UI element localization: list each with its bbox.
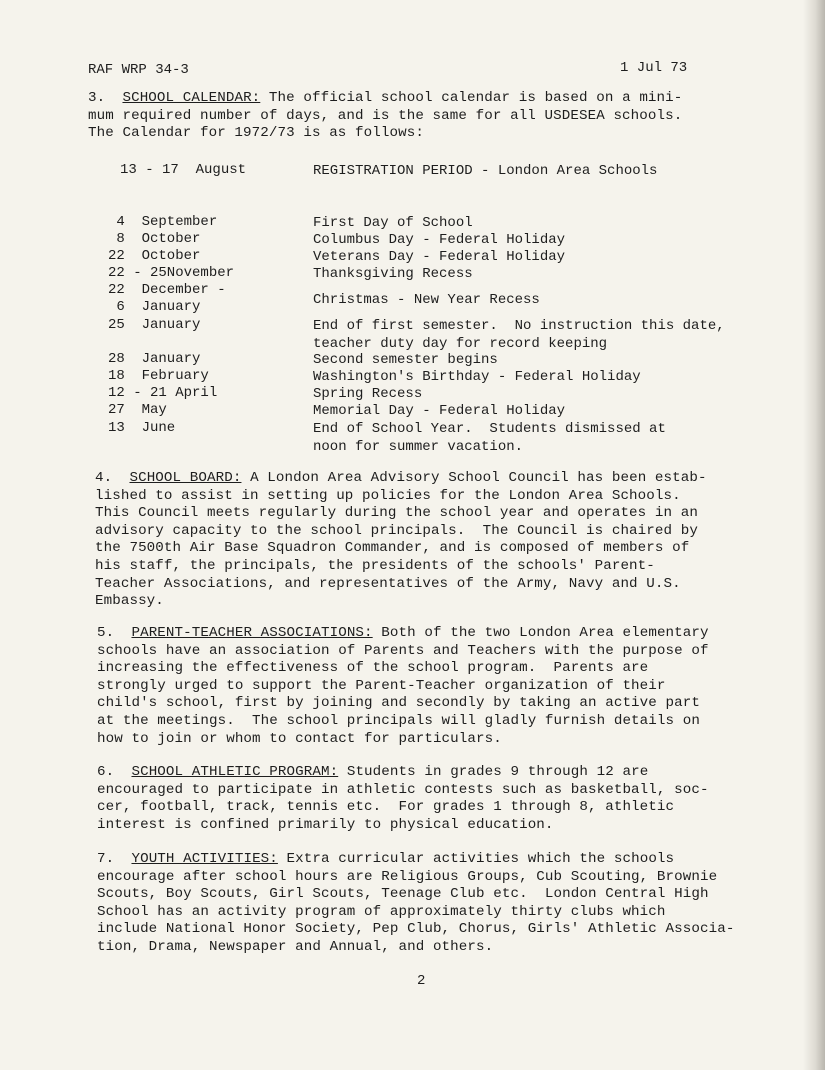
section-line: encourage after school hours are Religious Groups, Cub Scouting, Brownie: [97, 868, 718, 885]
page-edge-shadow: [803, 0, 825, 1070]
section-line: encouraged to participate in athletic contests such as basketball, soc-: [97, 781, 709, 798]
section-3-number: 3.: [88, 90, 106, 106]
calendar-date: 4 September: [108, 214, 218, 230]
section-line: lished to assist in setting up policies for the London Area Schools.: [95, 487, 681, 504]
section-7-text: Extra curricular activities which the schools: [286, 851, 675, 867]
calendar-description: First Day of School: [313, 215, 473, 231]
section-line: increasing the effectiveness of the school program. Parents are: [97, 660, 649, 677]
calendar-description: Spring Recess: [313, 386, 423, 402]
section-line: interest is confined primarily to physical education.: [97, 816, 554, 833]
document-date: 1 Jul 73: [620, 60, 688, 76]
calendar-description: Christmas - New Year Recess: [313, 292, 540, 308]
section-6-title: SCHOOL ATHLETIC PROGRAM:: [131, 764, 339, 780]
section-3: [88, 90, 682, 143]
calendar-description: Thanksgiving Recess: [313, 266, 473, 282]
section-line: advisory capacity to the school principals. The Council is chaired by: [95, 522, 698, 539]
calendar-date: 22 October: [108, 248, 201, 264]
section-line: School has an activity program of approximately thirty clubs which: [97, 903, 666, 920]
calendar-date: 18 February: [108, 368, 209, 384]
section-line: Scouts, Boy Scouts, Girl Scouts, Teenage Club etc. London Central High: [97, 886, 709, 903]
section-6-text: Students in grades 9 through 12 are: [346, 764, 649, 780]
section-4-number: 4.: [95, 470, 113, 486]
section-4-body: [95, 488, 707, 611]
section-6-number: 6.: [97, 764, 115, 780]
section-5: [97, 625, 709, 748]
section-4-text: A London Area Advisory School Council has been estab-: [250, 470, 707, 486]
section-line: his staff, the principals, the presidents of the schools' Parent-: [95, 557, 655, 574]
section-3-line: The Calendar for 1972/73 is as follows:: [88, 125, 424, 142]
calendar-date: 27 May: [108, 402, 167, 418]
calendar-description: Second semester begins: [313, 352, 498, 368]
calendar-description: End of School Year. Students dismissed at: [313, 421, 666, 437]
calendar-date: 6 January: [108, 299, 201, 315]
section-line: how to join or whom to contact for particulars.: [97, 730, 502, 747]
section-6: [97, 764, 709, 834]
section-line: the 7500th Air Base Squadron Commander, and is composed of members of: [95, 540, 690, 557]
calendar-description: Veterans Day - Federal Holiday: [313, 249, 566, 265]
section-3-title: SCHOOL CALENDAR:: [122, 90, 261, 106]
calendar-description: Washington's Birthday - Federal Holiday: [313, 369, 641, 385]
calendar-date: 8 October: [108, 231, 201, 247]
section-7-body: [97, 869, 734, 957]
section-line: Embassy.: [95, 593, 164, 610]
calendar-description: Columbus Day - Federal Holiday: [313, 232, 566, 248]
calendar-date: 22 - 25November: [108, 265, 235, 281]
calendar-description: teacher duty day for record keeping: [313, 336, 608, 352]
section-5-title: PARENT-TEACHER ASSOCIATIONS:: [131, 625, 373, 641]
calendar-date: 13 June: [108, 420, 176, 436]
section-7-title: YOUTH ACTIVITIES:: [131, 851, 278, 867]
calendar-date: 28 January: [108, 351, 201, 367]
section-line: child's school, first by joining and secondly by taking an active part: [97, 695, 700, 712]
section-7-number: 7.: [97, 851, 115, 867]
section-line: This Council meets regularly during the school year and operates in an: [95, 505, 698, 522]
calendar-date: 13 - 17 August: [120, 162, 247, 178]
calendar-description: Memorial Day - Federal Holiday: [313, 403, 566, 419]
section-5-number: 5.: [97, 625, 115, 641]
section-7: [97, 851, 734, 957]
section-5-body: [97, 643, 709, 749]
calendar-description: End of first semester. No instruction this date,: [313, 318, 725, 334]
section-line: strongly urged to support the Parent-Teacher organization of their: [97, 677, 666, 694]
section-line: at the meetings. The school principals will gladly furnish details on: [97, 712, 700, 729]
page-number: 2: [417, 973, 426, 989]
section-3-text: The official school calendar is based on a mini-: [268, 90, 683, 106]
calendar-date: 22 December -: [108, 282, 226, 298]
document-reference: RAF WRP 34-3: [88, 62, 189, 78]
section-line: schools have an association of Parents and Teachers with the purpose of: [97, 642, 709, 659]
calendar-date: 25 January: [108, 317, 201, 333]
section-line: include National Honor Society, Pep Club, Chorus, Girls' Athletic Associa-: [97, 921, 735, 938]
section-line: Teacher Associations, and representatives of the Army, Navy and U.S.: [95, 575, 681, 592]
calendar-description: REGISTRATION PERIOD - London Area Schools: [313, 163, 658, 179]
section-6-body: [97, 782, 709, 835]
section-4: [95, 470, 707, 611]
section-5-text: Both of the two London Area elementary: [381, 625, 709, 641]
section-4-title: SCHOOL BOARD:: [129, 470, 242, 486]
section-line: tion, Drama, Newspaper and Annual, and others.: [97, 938, 494, 955]
section-line: cer, football, track, tennis etc. For grades 1 through 8, athletic: [97, 799, 675, 816]
calendar-description: noon for summer vacation.: [313, 439, 524, 455]
section-3-line: mum required number of days, and is the same for all USDESEA schools.: [88, 107, 683, 124]
calendar-date: 12 - 21 April: [108, 385, 218, 401]
